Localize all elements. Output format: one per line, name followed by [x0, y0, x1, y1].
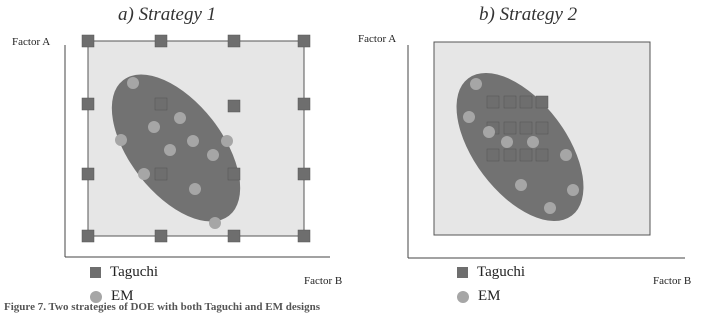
strategy-2-x-axis-label: Factor B [653, 275, 692, 287]
em-point [115, 134, 127, 146]
taguchi-point [536, 122, 548, 134]
em-point [138, 168, 150, 180]
strategy-2-title: b) Strategy 2 [479, 4, 578, 25]
em-point [560, 149, 572, 161]
taguchi-point [520, 122, 532, 134]
taguchi-point [82, 168, 94, 180]
em-point [515, 179, 527, 191]
legend-em [457, 288, 501, 305]
strategy-1-title: a) Strategy 1 [118, 4, 217, 25]
legend-em-label: EM [111, 288, 134, 304]
taguchi-point [536, 96, 548, 108]
taguchi-point [298, 230, 310, 242]
em-point [127, 77, 139, 89]
strategy-1-y-axis-label: Factor A [12, 36, 51, 48]
taguchi-point [298, 35, 310, 47]
taguchi-point [298, 98, 310, 110]
em-point [164, 144, 176, 156]
taguchi-point [504, 96, 516, 108]
legend-taguchi [90, 264, 158, 281]
em-point [527, 136, 539, 148]
em-point [483, 126, 495, 138]
em-point [189, 183, 201, 195]
em-point [148, 121, 160, 133]
em-point [221, 135, 233, 147]
legend-taguchi [457, 264, 525, 281]
taguchi-point [536, 149, 548, 161]
taguchi-square-icon [457, 267, 468, 278]
taguchi-point [228, 168, 240, 180]
em-point [470, 78, 482, 90]
taguchi-point [504, 149, 516, 161]
taguchi-point [504, 122, 516, 134]
taguchi-point [228, 35, 240, 47]
strategy-1-x-axis-label: Factor B [304, 275, 343, 287]
em-point [463, 111, 475, 123]
em-point [174, 112, 186, 124]
taguchi-point [487, 149, 499, 161]
taguchi-point [228, 100, 240, 112]
legend-taguchi-label: Taguchi [110, 264, 159, 280]
taguchi-square-icon [90, 267, 101, 278]
em-point [544, 202, 556, 214]
strategy-2-y-axis-label: Factor A [358, 33, 397, 45]
taguchi-point [82, 98, 94, 110]
strategy-2-plot [355, 0, 703, 313]
em-circle-icon [457, 291, 469, 303]
taguchi-point [155, 35, 167, 47]
taguchi-point [155, 98, 167, 110]
taguchi-point [82, 35, 94, 47]
em-point [567, 184, 579, 196]
taguchi-point [228, 230, 240, 242]
em-point [501, 136, 513, 148]
em-point [187, 135, 199, 147]
legend-em-label: EM [478, 288, 501, 304]
taguchi-point [487, 96, 499, 108]
taguchi-point [520, 149, 532, 161]
taguchi-point [82, 230, 94, 242]
taguchi-point [155, 230, 167, 242]
legend-taguchi-label: Taguchi [477, 264, 526, 280]
taguchi-point [298, 168, 310, 180]
figure-caption: Figure 7. Two strategies of DOE with both Taguchi and EM designs [4, 301, 320, 313]
strategy-2-panel [355, 0, 703, 313]
em-point [207, 149, 219, 161]
taguchi-point [520, 96, 532, 108]
taguchi-point [155, 168, 167, 180]
em-point [209, 217, 221, 229]
